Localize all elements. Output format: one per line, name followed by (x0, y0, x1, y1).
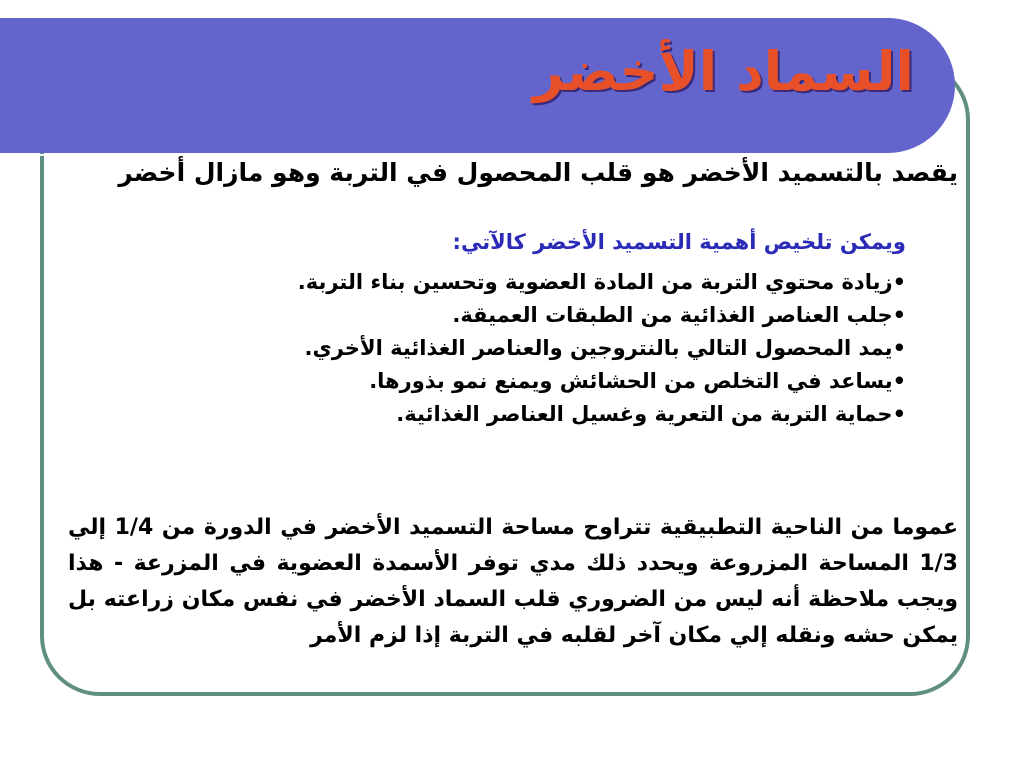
bullet-item: •يمد المحصول التالي بالنتروجين والعناصر الغذائية الأخري. (304, 336, 906, 360)
closing-paragraph: عموما من الناحية التطبيقية تتراوح مساحة التسميد الأخضر في الدورة من 1/4 إلي 1/3 المساحة المزروعة ويحدد ذلك مدي توفر الأسمدة العضوية في المزرعة - هذا ويجب ملاحظة أنه ليس من الضروري قلب السماد الأخضر في نفس مكان زراعته بل يمكن حشه ونقله إلي مكان آخر لقلبه في التربة إذا لزم الأمر (68, 515, 958, 648)
subheading: ويمكن تلخيص أهمية التسميد الأخضر كالآتي: (452, 230, 906, 254)
bullet-item: •جلب العناصر الغذائية من الطبقات العميقة. (452, 303, 906, 327)
bullet-list (298, 266, 906, 431)
intro-text: يقصد بالتسميد الأخضر هو قلب المحصول في التربة وهو مازال أخضر (118, 158, 958, 187)
slide-title: السماد الأخضر (532, 40, 914, 103)
bullet-item: •زيادة محتوي التربة من المادة العضوية وتحسين بناء التربة. (297, 270, 906, 294)
title-underline (0, 154, 900, 156)
bullet-item: •يساعد في التخلص من الحشائش ويمنع نمو بذورها. (369, 369, 906, 393)
bullet-item: •حماية التربة من التعرية وغسيل العناصر الغذائية. (396, 402, 906, 426)
